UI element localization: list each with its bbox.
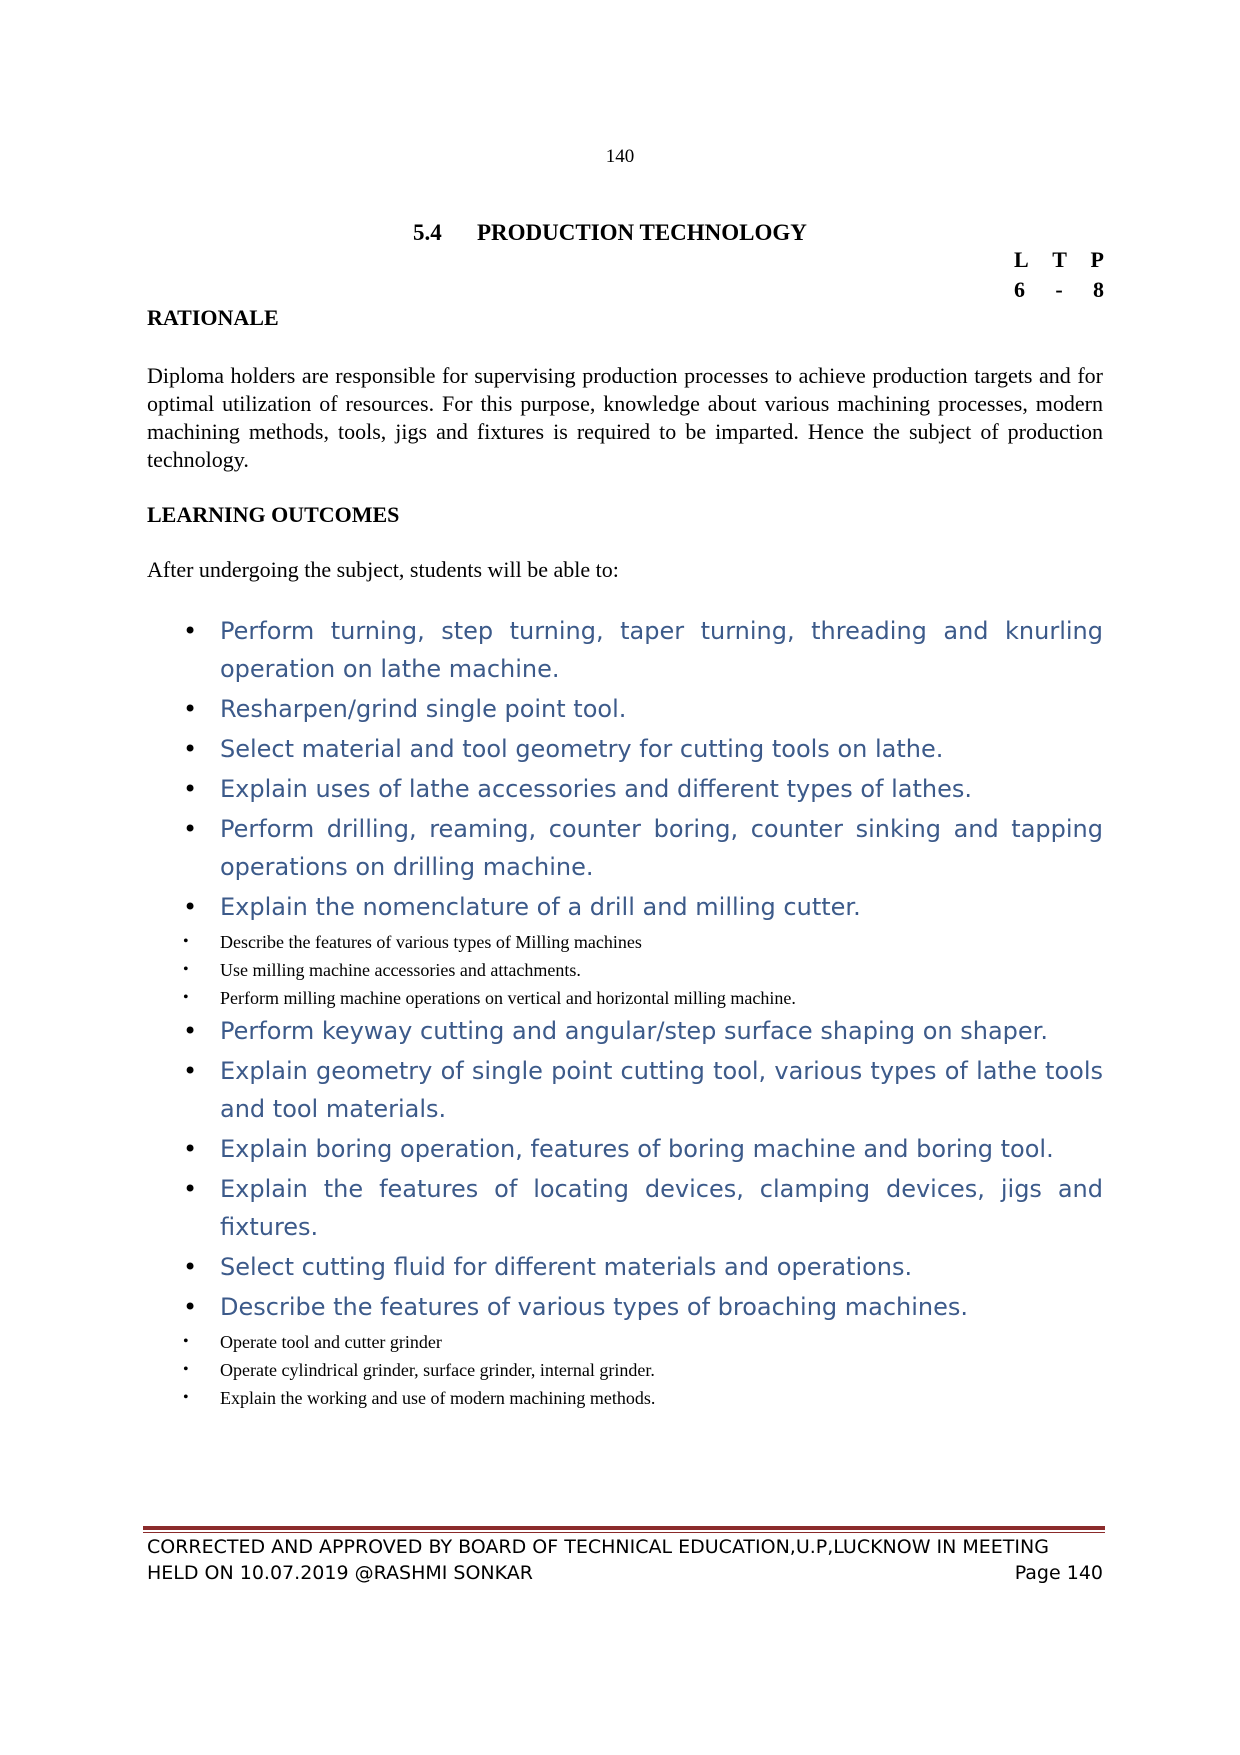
footer-rule-thick — [143, 1526, 1105, 1530]
section-name: PRODUCTION TECHNOLOGY — [477, 220, 807, 245]
learning-outcomes-list — [147, 612, 1103, 1412]
footer-meeting-text: HELD ON 10.07.2019 @RASHMI SONKAR — [147, 1562, 533, 1584]
ltp-header-p: P — [1090, 247, 1104, 272]
list-item: • Explain boring operation, features of boring machine and boring tool. — [147, 1130, 1103, 1168]
list-item: • Explain the features of locating devices, clamping devices, jigs and fixtures. — [147, 1170, 1103, 1246]
ltp-value-t: - — [1055, 277, 1063, 302]
footer-second-line — [147, 1562, 1103, 1584]
rationale-heading: RATIONALE — [147, 305, 279, 330]
list-item: • Resharpen/grind single point tool. — [147, 690, 1103, 728]
list-item: • Operate tool and cutter grinder — [147, 1328, 1103, 1356]
section-number: 5.4 — [413, 220, 442, 245]
learning-outcomes-intro: After undergoing the subject, students will be able to: — [147, 557, 619, 582]
ltp-value-row — [1014, 277, 1104, 307]
ltp-table — [1014, 247, 1104, 307]
footer-page-label: Page 140 — [1014, 1562, 1103, 1584]
list-item: • Select material and tool geometry for cutting tools on lathe. — [147, 730, 1103, 768]
footer-rule-thin — [143, 1532, 1105, 1533]
list-item: • Perform keyway cutting and angular/step surface shaping on shaper. — [147, 1012, 1103, 1050]
page-number: 140 — [605, 146, 635, 167]
ltp-header-l: L — [1014, 247, 1029, 272]
list-item: • Perform drilling, reaming, counter boring, counter sinking and tapping operations on drilling machine. — [147, 810, 1103, 886]
list-item: • Operate cylindrical grinder, surface grinder, internal grinder. — [147, 1356, 1103, 1384]
list-item: • Describe the features of various types of Milling machines — [147, 928, 1103, 956]
list-item: • Explain the working and use of modern machining methods. — [147, 1384, 1103, 1412]
learning-outcomes-heading: LEARNING OUTCOMES — [147, 502, 400, 527]
ltp-header-row — [1014, 247, 1104, 277]
ltp-value-p: 8 — [1092, 277, 1104, 302]
ltp-header-t: T — [1052, 247, 1067, 272]
list-item: • Explain geometry of single point cutting tool, various types of lathe tools and tool materials. — [147, 1052, 1103, 1128]
list-item: • Perform turning, step turning, taper turning, threading and knurling operation on lathe machine. — [147, 612, 1103, 688]
list-item: • Select cutting fluid for different materials and operations. — [147, 1248, 1103, 1286]
list-item: • Explain uses of lathe accessories and different types of lathes. — [147, 770, 1103, 808]
list-item: • Perform milling machine operations on vertical and horizontal milling machine. — [147, 984, 1103, 1012]
list-item: • Describe the features of various types of broaching machines. — [147, 1288, 1103, 1326]
ltp-value-l: 6 — [1014, 277, 1025, 302]
list-item: • Explain the nomenclature of a drill and milling cutter. — [147, 888, 1103, 926]
rationale-text: Diploma holders are responsible for supervising production processes to achieve production targets and for optimal utilization of resources. For this purpose, knowledge about various machining processes, modern machining methods, tools, jigs and fixtures is required to be imparted. Hence the subject of production technology. — [147, 363, 1103, 472]
footer-approval-text: CORRECTED AND APPROVED BY BOARD OF TECHNICAL EDUCATION,U.P,LUCKNOW IN MEETING — [147, 1536, 1049, 1558]
section-title — [413, 220, 807, 246]
list-item: • Use milling machine accessories and attachments. — [147, 956, 1103, 984]
